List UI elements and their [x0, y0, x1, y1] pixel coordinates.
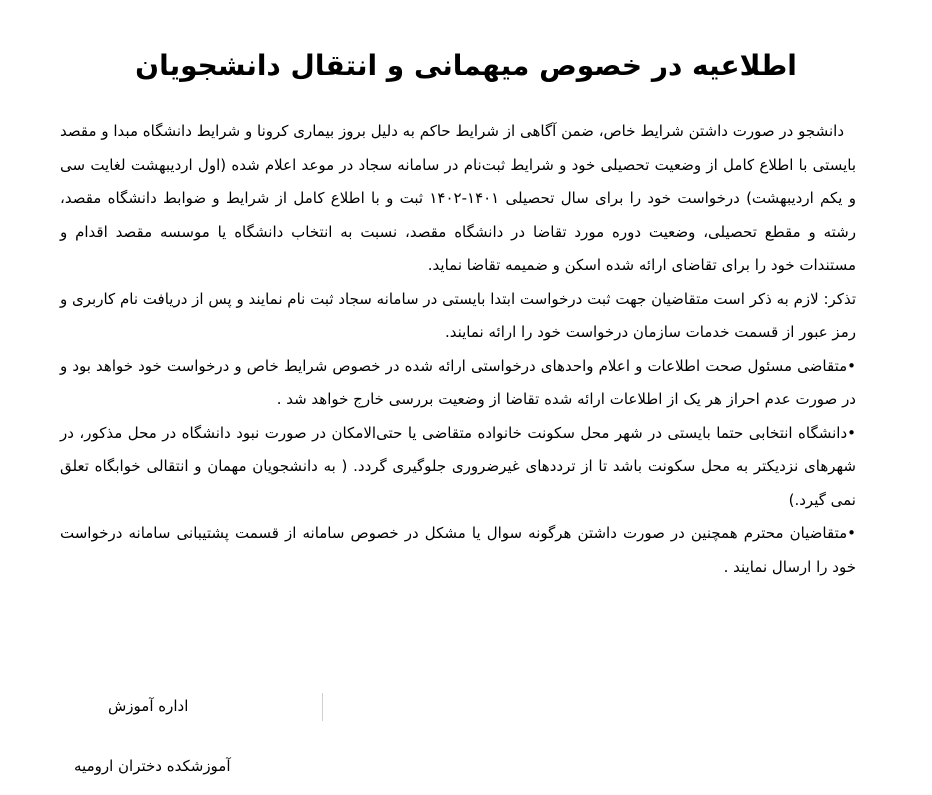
bullet-text: متقاضیان محترم همچنین در صورت داشتن هرگونه سوال یا مشکل در خصوص سامانه از قسمت پشتیبانی سامانه درخواست خود را ارسال نمایند .	[60, 524, 856, 576]
signature-school: آموزشکده دختران ارومیه	[74, 757, 231, 775]
document-title: اطلاعیه در خصوص میهمانی و انتقال دانشجویان	[135, 49, 797, 82]
bullet-marker: •	[847, 524, 856, 542]
bullet-item-support	[60, 517, 856, 584]
bullet-marker: •	[847, 356, 856, 375]
bullet-marker: •	[847, 423, 856, 442]
document-body	[60, 115, 856, 584]
signature-office: اداره آموزش	[108, 697, 189, 715]
bullet-item-university-location	[60, 417, 856, 518]
bullet-text: متقاضی مسئول صحت اطلاعات و اعلام واحدهای درخواستی ارائه شده در خصوص شرایط خاص و درخواست خود خواهد بود و در صورت عدم احراز هر یک از اطلاعات ارائه شده تقاضا از وضعیت بررسی خارج خواهد شد .	[60, 356, 856, 408]
bullet-text: دانشگاه انتخابی حتما بایستی در شهر محل سکونت خانواده متقاضی یا حتی‌الامکان در صورت نبود دانشگاه در محل مذکور، در شهرهای نزدیکتر به محل سکونت باشد تا از ترددهای غیرضروری جلوگیری گردد. ( به دانشجویان مهمان و انتقالی خوابگاه تعلق نمی گیرد.)	[60, 423, 856, 509]
bullet-item-responsibility	[60, 350, 856, 417]
intro-paragraph: دانشجو در صورت داشتن شرایط خاص، ضمن آگاهی از شرایط حاکم به دلیل بروز بیماری کرونا و شرایط دانشگاه مبدا و مقصد بایستی با اطلاع کامل از وضعیت تحصیلی خود و شرایط ثبت‌نام در سامانه سجاد در موعد اعلام شده (اول اردیبهشت لغایت سی و یکم اردیبهشت) درخواست خود را برای سال تحصیلی ۱۴۰۱-۱۴۰۲ ثبت و با اطلاع کامل از شرایط و ضوابط دانشگاه مقصد، رشته و مقطع تحصیلی، وضعیت دوره مورد تقاضا در دانشگاه مقصد، نسبت به انتخاب دانشگاه یا موسسه مقصد اقدام و مستندات خود را برای تقاضای ارائه شده اسکن و ضمیمه تقاضا نماید.	[60, 122, 857, 274]
note-paragraph: تذکر: لازم به ذکر است متقاضیان جهت ثبت درخواست ابتدا بایستی در سامانه سجاد ثبت نام نمایند و پس از دریافت نام کاربری و رمز عبور از قسمت خدمات سازمان درخواست خود را ارائه نمایند.	[60, 289, 856, 341]
signature-divider	[322, 693, 323, 721]
